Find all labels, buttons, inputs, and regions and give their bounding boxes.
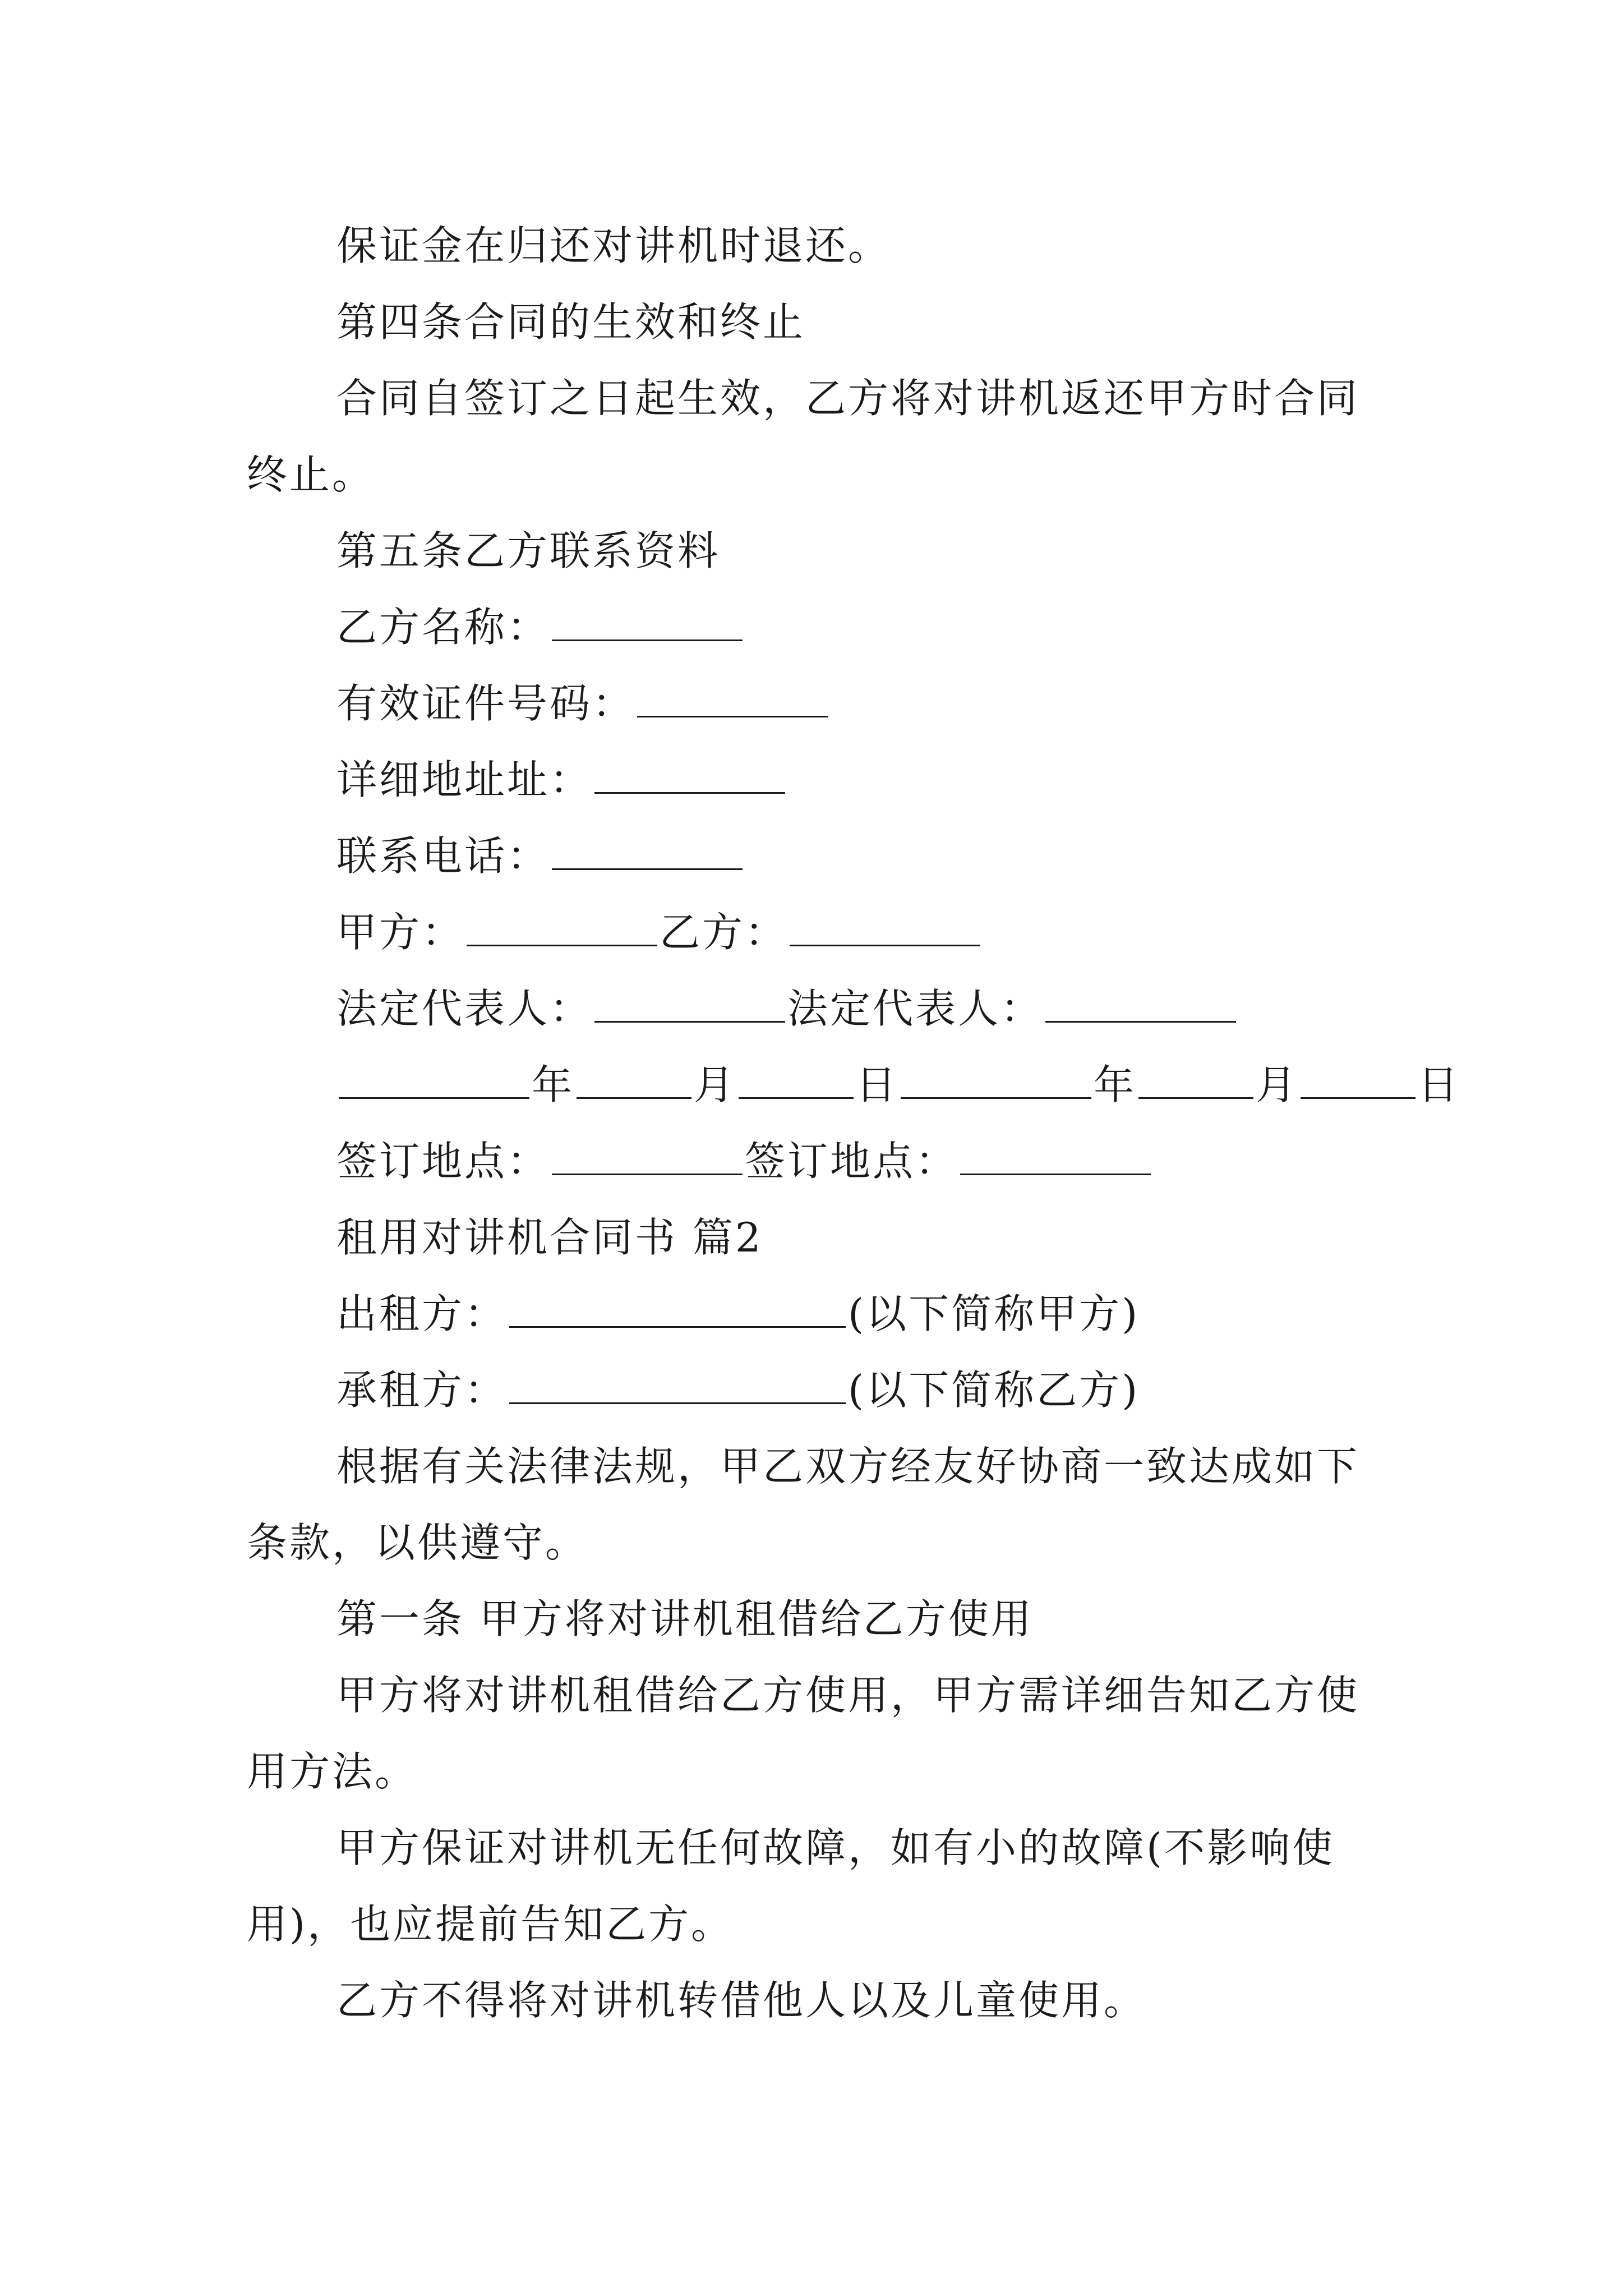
signature-parties-row — [247, 894, 1391, 970]
section-heading: 第四条合同的生效和终止 — [336, 298, 806, 346]
fill-blank — [509, 1289, 846, 1328]
paragraph-continuation: 用方法。 — [247, 1748, 418, 1795]
fill-blank — [960, 1137, 1151, 1175]
paragraph: 保证金在归还对讲机时退还。 — [336, 222, 891, 269]
year-label: 年 — [532, 1061, 575, 1108]
day-label: 日 — [1418, 1061, 1461, 1108]
fill-blank — [509, 1365, 846, 1404]
paragraph-continuation: 终止。 — [247, 451, 375, 498]
section-heading: 第一条 甲方将对讲机租借给乙方使用 — [336, 1595, 1034, 1642]
field-note: (以下简称甲方) — [848, 1290, 1140, 1337]
fill-blank — [637, 679, 828, 717]
paragraph: 合同自签订之日起生效，乙方将对讲机返还甲方时合同 — [336, 375, 1360, 422]
field-label: 联系电话： — [336, 832, 550, 880]
day-label: 日 — [856, 1061, 899, 1108]
legal-representative-row — [247, 970, 1391, 1047]
month-label: 月 — [1256, 1061, 1299, 1108]
fill-blank — [1301, 1060, 1415, 1099]
fill-blank — [1138, 1060, 1253, 1099]
fill-blank — [577, 1060, 691, 1099]
document-body — [247, 208, 1461, 2039]
paragraph: 甲方保证对讲机无任何故障，如有小的故障(不影响使 — [336, 1824, 1335, 1871]
fill-blank — [594, 984, 785, 1023]
field-label: 法定代表人： — [787, 985, 1044, 1032]
field-label: 承租方： — [336, 1366, 508, 1414]
month-label: 月 — [694, 1061, 737, 1108]
fill-blank — [552, 1137, 743, 1175]
field-label: 出租方： — [336, 1290, 508, 1337]
paragraph: 根据有关法律法规，甲乙双方经友好协商一致达成如下 — [336, 1443, 1360, 1490]
field-note: (以下简称乙方) — [848, 1366, 1140, 1414]
address-field — [247, 742, 1391, 818]
field-label: 法定代表人： — [336, 985, 593, 1032]
section-heading: 第五条乙方联系资料 — [336, 527, 721, 574]
field-label: 有效证件号码： — [336, 680, 635, 727]
document-title: 租用对讲机合同书 篇2 — [336, 1214, 763, 1261]
phone-field — [247, 818, 1391, 894]
fill-blank — [552, 831, 743, 870]
lessee-field — [247, 1352, 1391, 1428]
fill-blank — [594, 755, 785, 794]
fill-blank — [552, 602, 743, 641]
field-label: 签订地点： — [336, 1138, 550, 1185]
field-label: 乙方： — [660, 909, 788, 956]
paragraph-continuation: 条款，以供遵守。 — [247, 1519, 588, 1566]
field-label: 甲方： — [336, 909, 465, 956]
paragraph: 甲方将对讲机租借给乙方使用，甲方需详细告知乙方使 — [336, 1672, 1360, 1719]
id-number-field — [247, 665, 1391, 742]
fill-blank — [467, 908, 657, 946]
fill-blank — [739, 1060, 854, 1099]
paragraph: 乙方不得将对讲机转借他人以及儿童使用。 — [336, 1977, 1147, 2024]
fill-blank — [901, 1060, 1091, 1099]
fill-blank — [339, 1060, 529, 1099]
field-label: 签订地点： — [745, 1138, 958, 1185]
year-label: 年 — [1094, 1061, 1137, 1108]
signing-place-row — [247, 1123, 1391, 1199]
paragraph-continuation: 用)，也应提前告知乙方。 — [247, 1901, 734, 1948]
field-label: 乙方名称： — [336, 604, 550, 651]
lessor-field — [247, 1276, 1391, 1352]
date-row — [247, 1047, 1461, 1123]
fill-blank — [790, 908, 980, 946]
party-b-name-field — [247, 589, 1391, 665]
fill-blank — [1045, 984, 1236, 1023]
field-label: 详细地址址： — [336, 756, 593, 803]
